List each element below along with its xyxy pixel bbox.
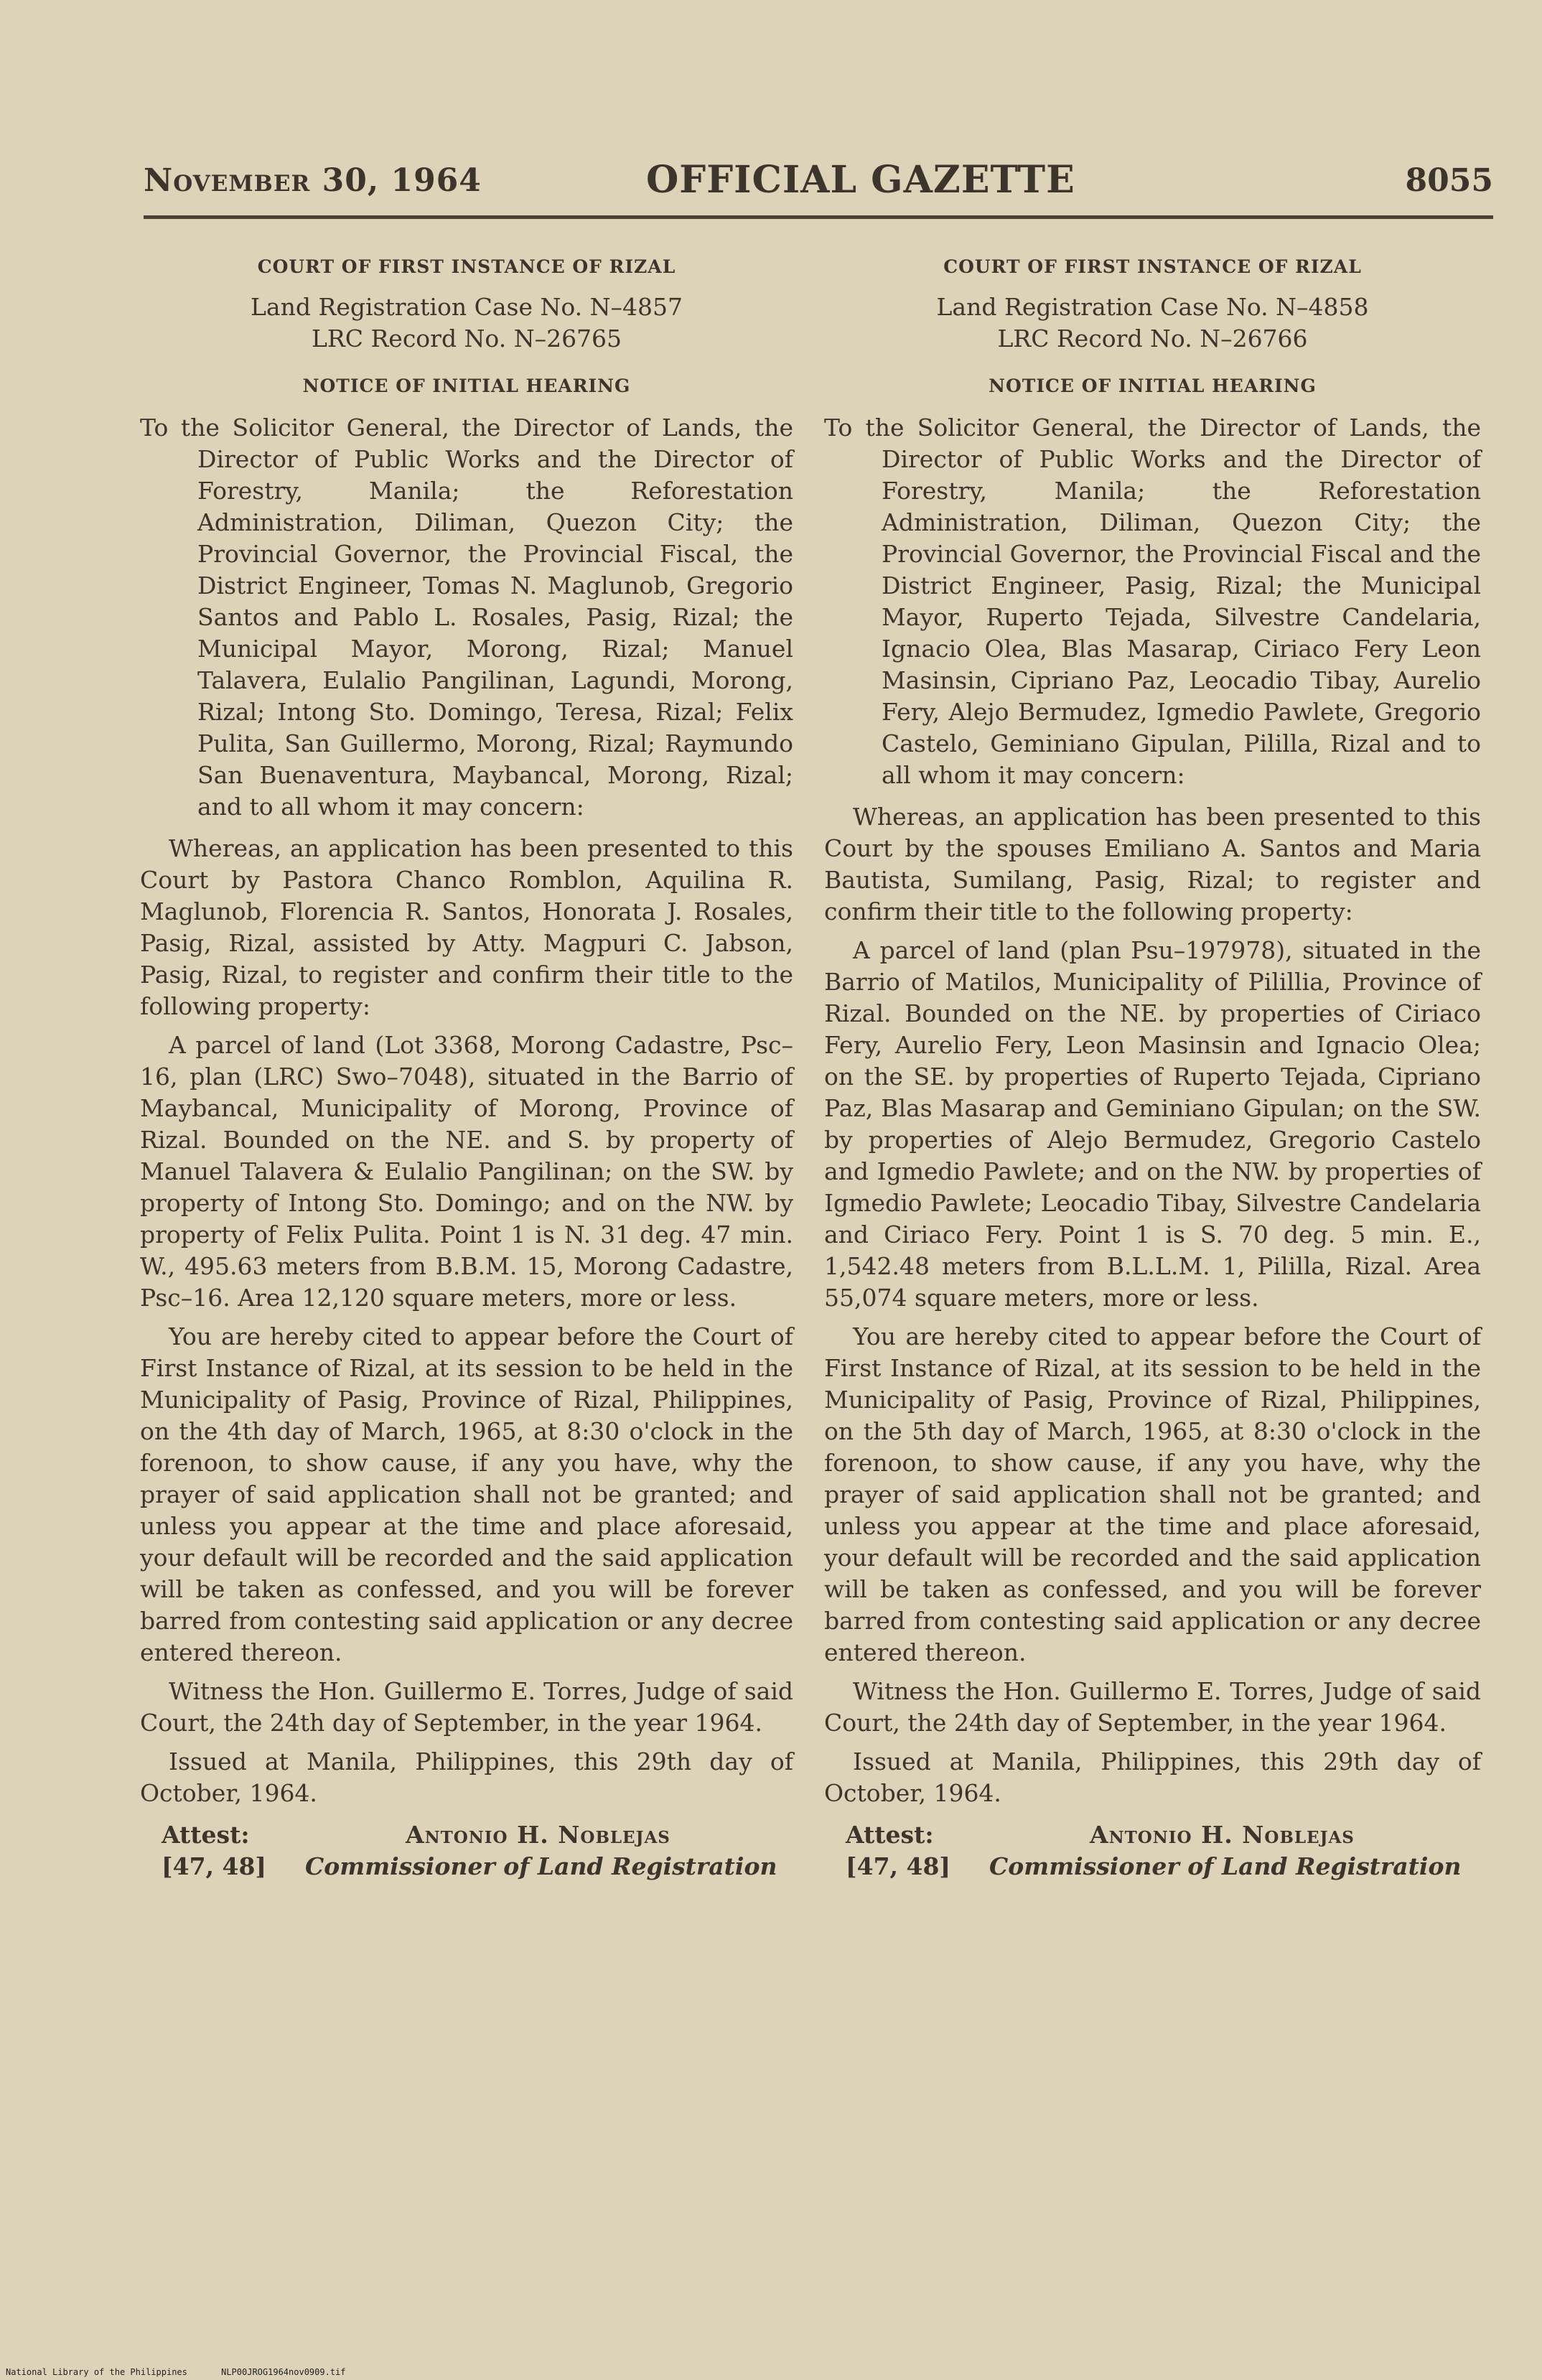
addressees: To the Solicitor General, the Director of Lands, the Director of Public Works and the Director of Forestry, Manila; the Reforestation Administration, Diliman, Quezon City; the Provincial Governor, the Provincial Fiscal and the District Engineer, Pasig, Rizal; the Municipal Mayor, Ruperto Tejada, Silvestre Candelaria, Ignacio Olea, Blas Masarap, Ciriaco Fery Leon Masinsin, Cipriano Paz, Leocadio Tibay, Aurelio Fery, Alejo Bermudez, Igmedio Pawlete, Gregorio Castelo, Geminiano Gipulan, Pililla, Rizal and to all whom it may concern: xyxy=(824,414,1481,789)
publication-title: OFFICIAL GAZETTE xyxy=(646,158,1075,202)
page-header xyxy=(144,158,1493,208)
scan-footer xyxy=(6,2367,375,2377)
citation-paragraph: You are hereby cited to appear before the Court of First Instance of Rizal, at its session to be held in the Municipality of Pasig, Province of Rizal, Philippines, on the 4th day of March, 1965, at 8:30 o'clock in the forenoon, to show cause, if any you have, why the prayer of said application shall not be granted; and unless you appear at the time and place aforesaid, your default will be recorded and the said application will be taken as confessed, and you will be forever barred from contesting said application or any decree entered thereon. xyxy=(140,1322,793,1666)
citation-paragraph: You are hereby cited to appear before the Court of First Instance of Rizal, at its session to be held in the Municipality of Pasig, Province of Rizal, Philippines, on the 5th day of March, 1965, at 8:30 o'clock in the forenoon, to show cause, if any you have, why the prayer of said application shall not be granted; and unless you appear at the time and place aforesaid, your default will be recorded and the said application will be taken as confessed, and you will be forever barred from contesting said application or any decree entered thereon. xyxy=(824,1322,1481,1666)
signatory-name: Antonio H. Noblejas xyxy=(406,1821,670,1849)
court-heading: COURT OF FIRST INSTANCE OF RIZAL xyxy=(943,256,1362,277)
lrc-record: LRC Record No. N–26765 xyxy=(311,325,622,353)
signatory-title: Commissioner of Land Registration xyxy=(305,1852,777,1880)
witness-paragraph: Witness the Hon. Guillermo E. Torres, Judge of said Court, the 24th day of September, in the year 1964. xyxy=(824,1677,1481,1737)
page-number: 8055 xyxy=(1405,162,1493,199)
witness-paragraph: Witness the Hon. Guillermo E. Torres, Judge of said Court, the 24th day of September, in the year 1964. xyxy=(140,1677,793,1737)
court-heading: COURT OF FIRST INSTANCE OF RIZAL xyxy=(257,256,676,277)
notice-heading: NOTICE OF INITIAL HEARING xyxy=(302,375,631,396)
parcel-description: A parcel of land (Lot 3368, Morong Cadastre, Psc–16, plan (LRC) Swo–7048), situated in the Barrio of Maybancal, Municipality of Morong, Province of Rizal. Bounded on the NE. and S. by property of Manuel Talavera & Eulalio Pangilinan; on the SW. by property of Intong Sto. Domingo; and on the NW. by property of Felix Pulita. Point 1 is N. 31 deg. 47 min. W., 495.63 meters from B.B.M. 15, Morong Cadastre, Psc–16. Area 12,120 square meters, more or less. xyxy=(140,1031,793,1312)
issued-paragraph: Issued at Manila, Philippines, this 29th day of October, 1964. xyxy=(140,1747,793,1807)
whereas-paragraph: Whereas, an application has been presented to this Court by the spouses Emiliano A. Santos and Maria Bautista, Sumilang, Pasig, Rizal; to register and confirm their title to the following property: xyxy=(824,803,1481,925)
issued-paragraph: Issued at Manila, Philippines, this 29th day of October, 1964. xyxy=(824,1747,1481,1807)
notice-right-column xyxy=(824,251,1481,1885)
case-number: Land Registration Case No. N–4858 xyxy=(936,293,1369,321)
header-rule xyxy=(144,215,1493,219)
reference-numbers: [47, 48] xyxy=(162,1852,267,1880)
signatory-title: Commissioner of Land Registration xyxy=(989,1852,1462,1880)
issue-date: November 30, 1964 xyxy=(144,162,482,199)
addressees: To the Solicitor General, the Director of Lands, the Director of Public Works and the Director of Forestry, Manila; the Reforestation Administration, Diliman, Quezon City; the Provincial Governor, the Provincial Fiscal, the District Engineer, Tomas N. Maglunob, Gregorio Santos and Pablo L. Rosales, Pasig, Rizal; the Municipal Mayor, Morong, Rizal; Manuel Talavera, Eulalio Pangilinan, Lagundi, Morong, Rizal; Intong Sto. Domingo, Teresa, Rizal; Felix Pulita, San Guillermo, Morong, Rizal; Raymundo San Buenaventura, Maybancal, Morong, Rizal; and to all whom it may concern: xyxy=(140,414,793,821)
reference-numbers: [47, 48] xyxy=(846,1852,951,1880)
scan-filename: NLP00JROG1964nov0909.tif xyxy=(221,2367,346,2377)
signature-block xyxy=(824,1819,1481,1885)
attest-label: Attest: xyxy=(846,1821,934,1849)
case-number: Land Registration Case No. N–4857 xyxy=(251,293,683,321)
attest-label: Attest: xyxy=(162,1821,250,1849)
notice-heading: NOTICE OF INITIAL HEARING xyxy=(989,375,1317,396)
signature-block xyxy=(140,1819,793,1885)
whereas-paragraph: Whereas, an application has been presented to this Court by Pastora Chanco Romblon, Aquilina R. Maglunob, Florencia R. Santos, Honorata J. Rosales, Pasig, Rizal, assisted by Atty. Magpuri C. Jabson, Pasig, Rizal, to register and confirm their title to the following property: xyxy=(140,834,793,1020)
parcel-description: A parcel of land (plan Psu–197978), situated in the Barrio of Matilos, Municipality of Pilillia, Province of Rizal. Bounded on the NE. by properties of Ciriaco Fery, Aurelio Fery, Leon Masinsin and Ignacio Olea; on the SE. by properties of Ruperto Tejada, Cipriano Paz, Blas Masarap and Geminiano Gipulan; on the SW. by properties of Alejo Bermudez, Gregorio Castelo and Igmedio Pawlete; and on the NW. by properties of Igmedio Pawlete; Leocadio Tibay, Silvestre Candelaria and Ciriaco Fery. Point 1 is S. 70 deg. 5 min. E., 1,542.48 meters from B.L.L.M. 1, Pililla, Rizal. Area 55,074 square meters, more or less. xyxy=(824,936,1481,1312)
library-credit: National Library of the Philippines xyxy=(6,2367,187,2377)
notice-left-column xyxy=(140,251,793,1885)
lrc-record: LRC Record No. N–26766 xyxy=(997,325,1308,353)
signatory-name: Antonio H. Noblejas xyxy=(1090,1821,1355,1849)
